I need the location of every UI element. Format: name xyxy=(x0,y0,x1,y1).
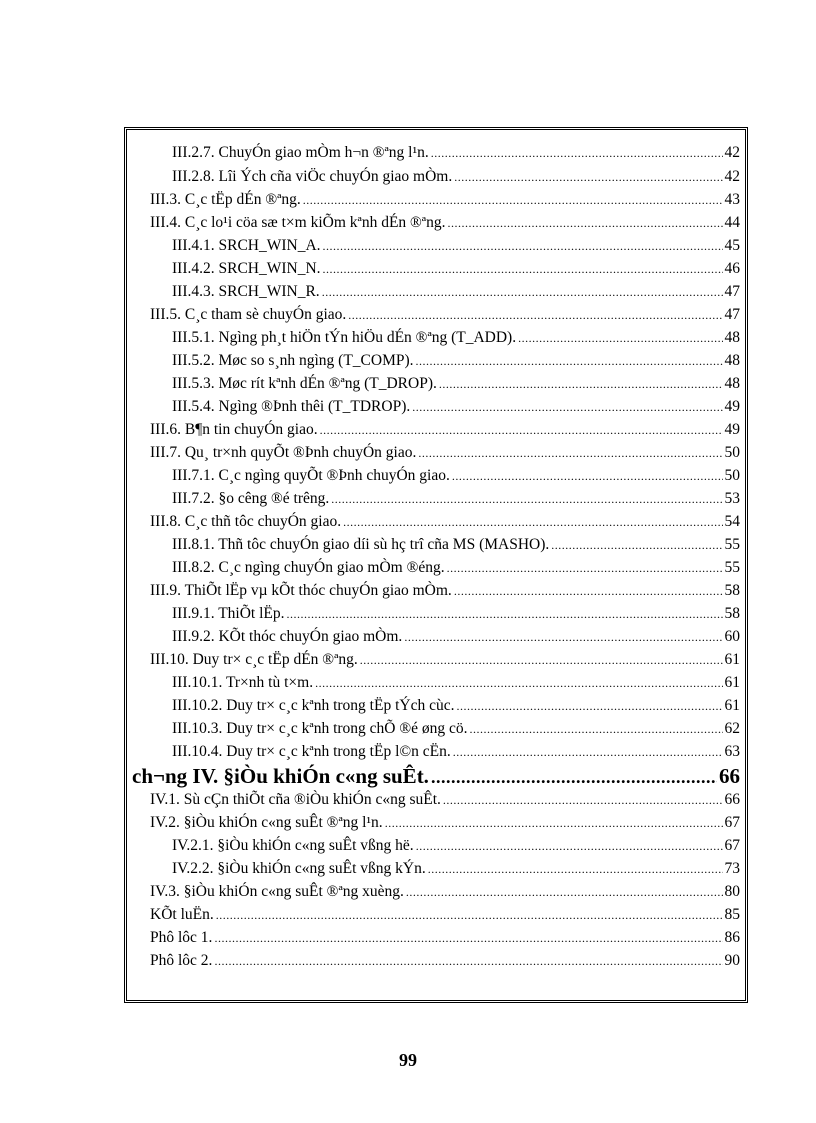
toc-entry-title: III.8.2. C¸c ngìng chuyÓn giao mÒm ®éng. xyxy=(172,559,445,576)
toc-entry-page: 85 xyxy=(724,906,740,923)
toc-entry[interactable] xyxy=(150,951,740,972)
toc-entry-page: 42 xyxy=(724,144,740,161)
toc-entry-title: III.5.3. Møc rít kªnh dÉn ®ªng (T_DROP). xyxy=(172,375,437,392)
toc-leader-dots xyxy=(287,604,723,624)
toc-entry[interactable] xyxy=(172,673,740,694)
toc-entry[interactable] xyxy=(172,742,740,763)
toc-leader-dots xyxy=(323,236,723,256)
toc-entry-title: III.9.2. KÕt thóc chuyÓn giao mÒm. xyxy=(172,628,403,645)
toc-entry[interactable] xyxy=(150,443,740,464)
toc-leader-dots xyxy=(454,581,723,601)
toc-leader-dots xyxy=(418,443,722,463)
toc-entry[interactable] xyxy=(150,581,740,602)
toc-leader-dots xyxy=(412,397,722,417)
toc-leader-dots xyxy=(431,764,717,790)
toc-leader-dots xyxy=(518,328,722,348)
toc-leader-dots xyxy=(385,813,723,833)
toc-entry-page: 55 xyxy=(724,536,740,553)
toc-entry[interactable] xyxy=(172,397,740,418)
toc-entry-page: 73 xyxy=(724,860,740,877)
toc-entry[interactable] xyxy=(150,420,740,441)
toc-entry-page: 50 xyxy=(724,467,740,484)
toc-entry-title: III.2.7. ChuyÓn giao mÒm h¬n ®ªng l¹n. xyxy=(172,144,429,161)
toc-chapter-entry[interactable] xyxy=(132,763,740,789)
toc-entry[interactable] xyxy=(172,604,740,625)
toc-entry-title: ch¬ng IV. §iÒu khiÓn c«ng suÊt. xyxy=(132,764,429,788)
toc-entry[interactable] xyxy=(172,719,740,740)
toc-leader-dots xyxy=(404,627,722,647)
toc-entry-title: III.7.1. C¸c ngìng quyÕt ®Þnh chuyÓn giao. xyxy=(172,467,450,484)
toc-entry-title: Phô lôc 1. xyxy=(150,929,213,946)
toc-entry[interactable] xyxy=(172,351,740,372)
toc-entry-title: III.8.1. Thñ tôc chuyÓn giao díi sù hç trî cña MS (MASHO). xyxy=(172,536,550,553)
toc-entry-page: 63 xyxy=(724,743,740,760)
toc-entry-page: 67 xyxy=(724,814,740,831)
toc-entry-title: KÕt luËn. xyxy=(150,906,214,923)
toc-leader-dots xyxy=(323,259,723,279)
toc-entry-page: 61 xyxy=(724,674,740,691)
toc-entry-title: III.10.2. Duy tr× c¸c kªnh trong tËp tÝch cùc. xyxy=(172,697,455,714)
toc-entry-title: III.10. Duy tr× c¸c tËp dÉn ®ªng. xyxy=(150,651,358,668)
toc-leader-dots xyxy=(453,742,723,762)
toc-entry-page: 86 xyxy=(724,929,740,946)
toc-leader-dots xyxy=(447,558,723,578)
toc-entry[interactable] xyxy=(172,259,740,280)
toc-entry-title: IV.2. §iÒu khiÓn c«ng suÊt ®ªng l¹n. xyxy=(150,814,383,831)
toc-leader-dots xyxy=(551,535,722,555)
toc-entry-title: III.4.1. SRCH_WIN_A. xyxy=(172,237,321,254)
toc-entry[interactable] xyxy=(150,905,740,926)
toc-entry-title: III.10.4. Duy tr× c¸c kªnh trong tËp l©n cËn. xyxy=(172,743,451,760)
toc-entry[interactable] xyxy=(150,190,740,211)
toc-leader-dots xyxy=(439,374,723,394)
toc-entry-title: III.4.2. SRCH_WIN_N. xyxy=(172,260,321,277)
toc-entry[interactable] xyxy=(172,836,740,857)
toc-entry-title: III.5.4. Ngìng ®Þnh thêi (T_TDROP). xyxy=(172,398,411,415)
toc-entry-page: 49 xyxy=(724,398,740,415)
toc-entry-page: 62 xyxy=(724,720,740,737)
toc-entry[interactable] xyxy=(172,167,740,188)
toc-entry-title: III.2.8. Lîi Ých cña viÖc chuyÓn giao mÒm. xyxy=(172,168,453,185)
toc-leader-dots xyxy=(406,882,723,902)
toc-entry-page: 50 xyxy=(724,444,740,461)
toc-leader-dots xyxy=(452,466,723,486)
toc-entry[interactable] xyxy=(172,236,740,257)
toc-leader-dots xyxy=(315,673,722,693)
toc-leader-dots xyxy=(456,696,722,716)
toc-leader-dots xyxy=(214,928,722,948)
toc-entry-title: Phô lôc 2. xyxy=(150,952,213,969)
toc-entry-title: III.3. C¸c tËp dÉn ®ªng. xyxy=(150,191,301,208)
toc-entry[interactable] xyxy=(172,374,740,395)
toc-entry-title: III.9.1. ThiÕt lËp. xyxy=(172,605,285,622)
toc-entry-page: 47 xyxy=(724,283,740,300)
toc-entry-title: III.5.2. Møc so s¸nh ngìng (T_COMP). xyxy=(172,352,414,369)
toc-entry-page: 55 xyxy=(724,559,740,576)
toc-entry[interactable] xyxy=(172,696,740,717)
toc-leader-dots xyxy=(303,190,723,210)
toc-entry-page: 49 xyxy=(724,421,740,438)
toc-entry[interactable] xyxy=(150,928,740,949)
toc-entry[interactable] xyxy=(172,143,740,164)
toc-entry-page: 48 xyxy=(724,375,740,392)
toc-entry[interactable] xyxy=(150,790,740,811)
toc-entry[interactable] xyxy=(172,535,740,556)
toc-leader-dots xyxy=(343,512,722,532)
toc-leader-dots xyxy=(416,836,723,856)
toc-leader-dots xyxy=(416,351,723,371)
toc-entry-page: 61 xyxy=(724,651,740,668)
toc-leader-dots xyxy=(443,790,723,810)
toc-entry-page: 42 xyxy=(724,168,740,185)
toc-entry-title: IV.2.2. §iÒu khiÓn c«ng suÊt vßng kÝn. xyxy=(172,860,426,877)
toc-entry[interactable] xyxy=(172,328,740,349)
toc-entry-page: 45 xyxy=(724,237,740,254)
toc-leader-dots xyxy=(322,282,723,302)
toc-entry-title: III.5.1. Ngìng ph¸t hiÖn tÝn hiÖu dÉn ®ªng (T_ADD). xyxy=(172,329,517,346)
toc-entry[interactable] xyxy=(172,859,740,880)
toc-leader-dots xyxy=(428,859,723,879)
toc-entry-page: 48 xyxy=(724,329,740,346)
toc-entry[interactable] xyxy=(150,650,740,671)
toc-entry-page: 90 xyxy=(724,952,740,969)
toc-entry-title: III.4.3. SRCH_WIN_R. xyxy=(172,283,320,300)
toc-entry[interactable] xyxy=(172,282,740,303)
toc-entry-title: III.6. B¶n tin chuyÓn giao. xyxy=(150,421,318,438)
toc-entry[interactable] xyxy=(150,305,740,326)
toc-entry-title: III.10.1. Tr×nh tù t×m. xyxy=(172,674,314,691)
toc-entry[interactable] xyxy=(172,627,740,648)
toc-entry[interactable] xyxy=(150,882,740,903)
toc-entry-page: 54 xyxy=(724,513,740,530)
toc-entry-page: 46 xyxy=(724,260,740,277)
toc-entry-title: IV.1. Sù cÇn thiÕt cña ®iÒu khiÓn c«ng suÊt. xyxy=(150,791,441,808)
toc-entry-page: 43 xyxy=(724,191,740,208)
toc-leader-dots xyxy=(216,905,723,925)
toc-leader-dots xyxy=(214,951,722,971)
toc-leader-dots xyxy=(348,305,722,325)
toc-entry[interactable] xyxy=(150,213,740,234)
toc-entry-title: III.7.2. §o cêng ®é trêng. xyxy=(172,490,330,507)
toc-entry-page: 48 xyxy=(724,352,740,369)
toc-entry-title: IV.2.1. §iÒu khiÓn c«ng suÊt vßng hë. xyxy=(172,837,414,854)
toc-entry-title: IV.3. §iÒu khiÓn c«ng suÊt ®ªng xuèng. xyxy=(150,883,404,900)
toc-entry[interactable] xyxy=(150,512,740,533)
toc-entry-page: 66 xyxy=(719,764,740,788)
page-number: 99 xyxy=(399,1050,417,1070)
toc-entry-page: 58 xyxy=(724,605,740,622)
toc-entry-page: 67 xyxy=(724,837,740,854)
toc-leader-dots xyxy=(320,420,723,440)
toc-leader-dots xyxy=(431,143,723,163)
toc-entry-title: III.7. Qu¸ tr×nh quyÕt ®Þnh chuyÓn giao. xyxy=(150,444,417,461)
toc-entry-title: III.9. ThiÕt lËp vµ kÕt thóc chuyÓn giao mÒm. xyxy=(150,582,452,599)
toc-entry-page: 80 xyxy=(724,883,740,900)
toc-leader-dots xyxy=(360,650,723,670)
toc-entry-page: 53 xyxy=(724,490,740,507)
toc-entry-title: III.10.3. Duy tr× c¸c kªnh trong chÕ ®é øng cö. xyxy=(172,720,468,737)
toc-entry-title: III.5. C¸c tham sè chuyÓn giao. xyxy=(150,306,347,323)
toc-entry[interactable] xyxy=(172,466,740,487)
toc-entry-title: III.4. C¸c lo¹i cöa sæ t×m kiÕm kªnh dÉn ®ªng. xyxy=(150,214,446,231)
toc-leader-dots xyxy=(331,489,722,509)
toc-leader-dots xyxy=(470,719,723,739)
toc-entry[interactable] xyxy=(172,489,740,510)
toc-entry-page: 60 xyxy=(724,628,740,645)
toc-entry-page: 61 xyxy=(724,697,740,714)
toc-entry-page: 44 xyxy=(724,214,740,231)
toc-entry-page: 58 xyxy=(724,582,740,599)
toc-entry-page: 47 xyxy=(724,306,740,323)
toc-entry-title: III.8. C¸c thñ tôc chuyÓn giao. xyxy=(150,513,342,530)
toc-leader-dots xyxy=(447,213,722,233)
toc-entry[interactable] xyxy=(150,813,740,834)
toc-entry-page: 66 xyxy=(724,791,740,808)
toc-leader-dots xyxy=(454,167,722,187)
toc-entry[interactable] xyxy=(172,558,740,579)
